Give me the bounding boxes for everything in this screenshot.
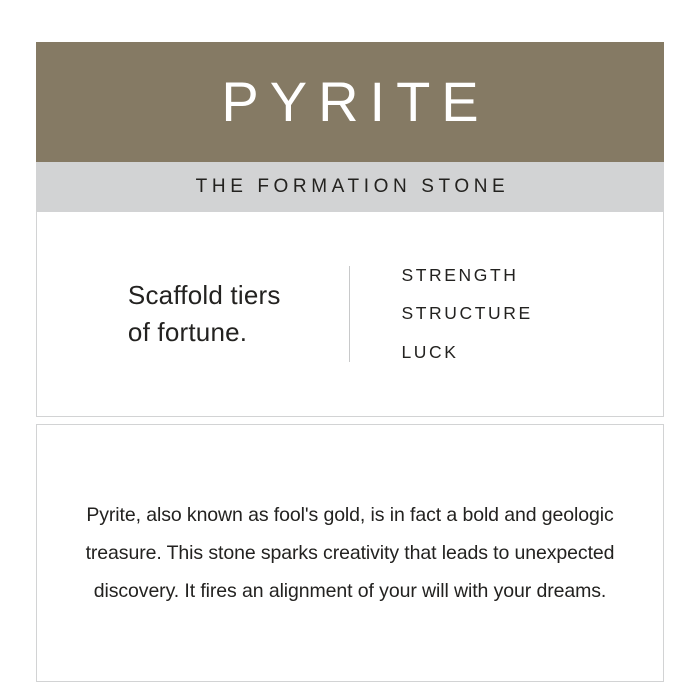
tagline [128, 277, 281, 351]
tagline-line-1: Scaffold tiers [127, 280, 281, 311]
description-text: Pyrite, also known as fool's gold, is in fact a bold and geologic treasure. This stone sparks creativity that leads to unexpected discovery. It fires an alignment of your will with your dreams. [85, 503, 615, 602]
keyword-item: STRENGTH [401, 264, 519, 285]
description-panel [36, 424, 664, 682]
subtitle-text: THE FORMATION STONE [195, 176, 510, 197]
tagline-column [37, 277, 349, 351]
keyword-item: STRUCTURE [401, 303, 533, 324]
page-title: PYRITE [221, 70, 490, 133]
title-banner [36, 42, 664, 162]
stone-info-card [36, 42, 664, 682]
keywords-column [350, 264, 663, 362]
tagline-line-2: of fortune. [127, 317, 248, 347]
subtitle-band [36, 162, 664, 212]
tagline-keywords-panel [36, 212, 664, 417]
keyword-item: LUCK [401, 341, 459, 362]
